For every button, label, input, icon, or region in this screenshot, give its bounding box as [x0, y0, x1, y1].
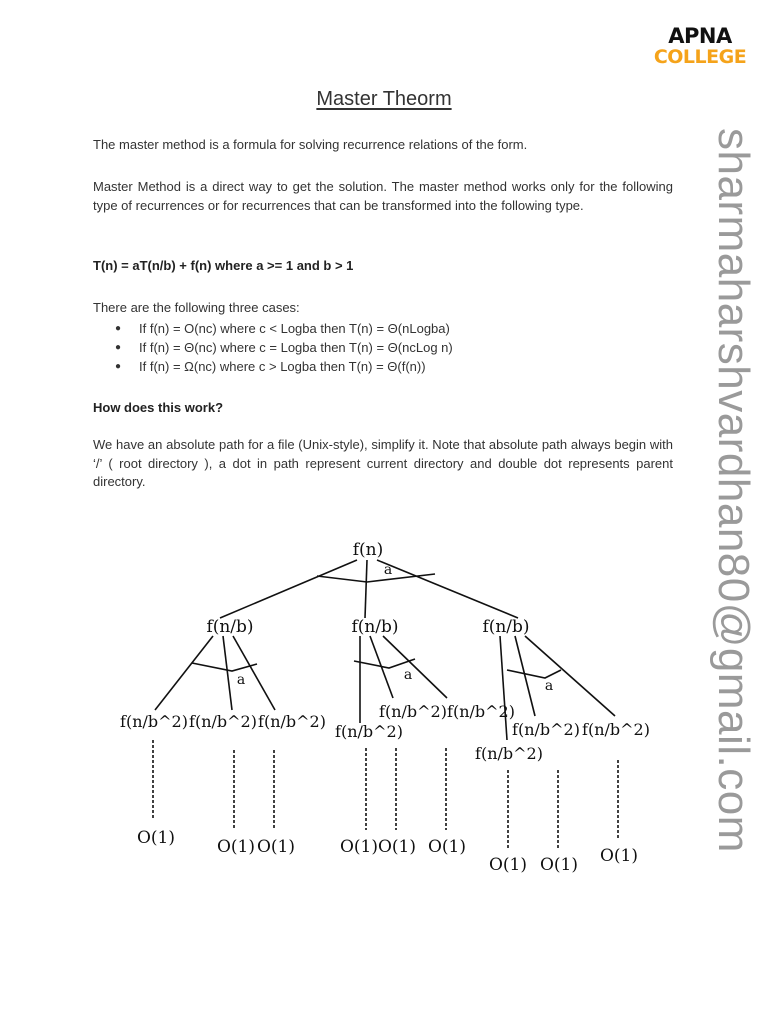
watermark-text: sharmaharshvardhan80@gmail.com — [709, 128, 758, 853]
level2-node: f(n/b^2) — [447, 702, 515, 721]
level2-node: f(n/b^2) — [475, 744, 543, 763]
cases-list — [93, 319, 673, 376]
level2-node: f(n/b^2) — [120, 712, 188, 731]
logo-line-2: COLLEGE — [653, 46, 747, 68]
level1-node-middle: f(n/b) — [351, 617, 399, 637]
leaf-node: O(1) — [427, 837, 467, 857]
recursion-tree-diagram — [95, 518, 675, 880]
recursion-tree-svg — [95, 518, 675, 880]
recurrence-formula: T(n) = aT(n/b) + f(n) where a >= 1 and b > 1 — [93, 258, 354, 273]
cases-intro: There are the following three cases: — [93, 300, 300, 315]
leaf-node: O(1) — [256, 837, 296, 857]
case-item-2: ● If f(n) = Θ(nc) where c = Logba then T(n) = Θ(ncLog n) — [93, 338, 673, 357]
level1-node-left: f(n/b) — [206, 617, 254, 637]
branch-label-middle: a — [403, 667, 413, 683]
level1-node-right: f(n/b) — [482, 617, 530, 637]
leaf-node: O(1) — [339, 837, 379, 857]
leaf-node: O(1) — [539, 855, 579, 875]
level2-node: f(n/b^2) — [512, 720, 580, 739]
level2-node: f(n/b^2) — [379, 702, 447, 721]
leaf-node: O(1) — [599, 846, 639, 866]
apna-college-logo — [650, 26, 750, 67]
leaf-node: O(1) — [136, 828, 176, 848]
level2-node: f(n/b^2) — [189, 712, 257, 731]
method-paragraph: Master Method is a direct way to get the solution. The master method works only for the following type of recurrences or for recurrences that can be transformed into the following type. — [93, 179, 673, 213]
how-heading: How does this work? — [93, 400, 224, 415]
how-paragraph: We have an absolute path for a file (Unix-style), simplify it. Note that absolute path always begin with ‘/’ ( root directory ), a dot in path represent current directory and double dot represents parent directory. — [93, 437, 673, 489]
leaf-node: O(1) — [488, 855, 528, 875]
level2-node: f(n/b^2) — [582, 720, 650, 739]
level2-node: f(n/b^2) — [335, 722, 403, 741]
page-title: Master Theorm — [316, 88, 452, 110]
leaf-node: O(1) — [216, 837, 256, 857]
leaf-node: O(1) — [377, 837, 417, 857]
email-watermark — [709, 128, 768, 898]
tree-root-label: f(n) — [352, 540, 384, 560]
case-item-1: ● If f(n) = O(nc) where c < Logba then T(n) = Θ(nLogba) — [93, 319, 673, 338]
branch-label-right: a — [544, 678, 554, 694]
branch-label-left: a — [236, 672, 246, 688]
case-item-3: ● If f(n) = Ω(nc) where c > Logba then T(n) = Θ(f(n)) — [93, 357, 673, 376]
level2-node: f(n/b^2) — [258, 712, 326, 731]
branch-label-root: a — [383, 562, 393, 578]
intro-paragraph: The master method is a formula for solving recurrence relations of the form. — [93, 137, 528, 152]
logo-line-1: APNA — [668, 24, 732, 48]
